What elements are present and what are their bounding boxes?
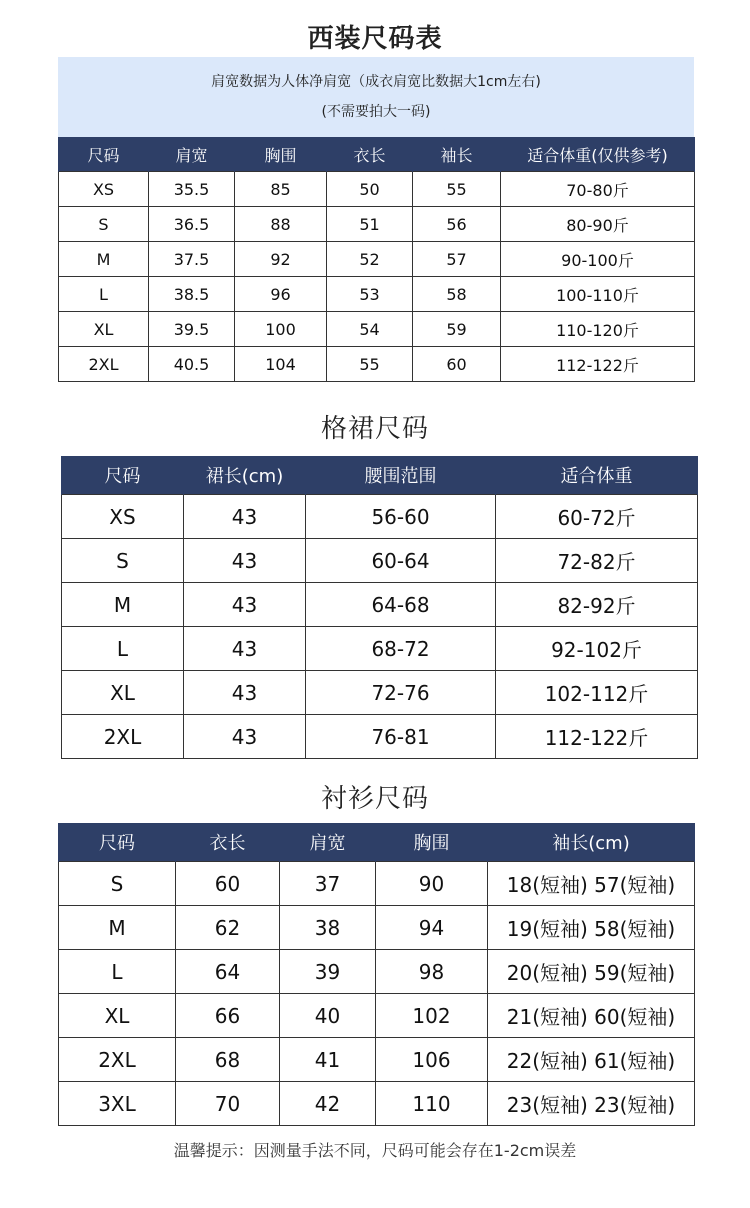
skirt-table-cell: 112-122斤: [496, 715, 698, 759]
suit-table-cell: 40.5: [149, 347, 235, 382]
shirt-table-cell: 94: [376, 906, 488, 950]
shirt-header-cell: 衣长: [176, 823, 280, 862]
suit-table-cell: 55: [413, 172, 501, 207]
suit-table-cell: 55: [327, 347, 413, 382]
table-row: [59, 277, 695, 312]
suit-table-cell: M: [59, 242, 149, 277]
suit-size-table: [58, 137, 695, 382]
skirt-table-cell: 76-81: [306, 715, 496, 759]
table-row: [59, 1082, 695, 1126]
skirt-header-cell: 腰围范围: [306, 456, 496, 495]
skirt-header-row: [62, 456, 698, 495]
table-row: [59, 906, 695, 950]
suit-table-cell: 53: [327, 277, 413, 312]
shirt-table-cell: 102: [376, 994, 488, 1038]
skirt-table-cell: 43: [184, 627, 306, 671]
shirt-table-cell: 2XL: [59, 1038, 176, 1082]
suit-size-title: 西装尺码表: [307, 24, 443, 54]
shirt-table-cell: 106: [376, 1038, 488, 1082]
shirt-header-cell: 胸围: [376, 823, 488, 862]
skirt-header-cell: 尺码: [62, 456, 184, 495]
shirt-table-cell: 90: [376, 862, 488, 906]
table-row: [62, 627, 698, 671]
skirt-table-cell: 64-68: [306, 583, 496, 627]
suit-note-box: [58, 57, 694, 137]
table-row: [62, 671, 698, 715]
shirt-table-cell: 62: [176, 906, 280, 950]
skirt-table-cell: XL: [62, 671, 184, 715]
shirt-table-cell: 20(短袖) 59(短袖): [488, 950, 695, 994]
shirt-table-cell: L: [59, 950, 176, 994]
suit-table-cell: 85: [235, 172, 327, 207]
suit-header-cell: 袖长: [413, 137, 501, 172]
skirt-table-cell: 43: [184, 583, 306, 627]
shirt-table-cell: 37: [280, 862, 376, 906]
skirt-table-cell: 68-72: [306, 627, 496, 671]
shirt-table-cell: 41: [280, 1038, 376, 1082]
shirt-table-cell: 18(短袖) 57(短袖): [488, 862, 695, 906]
shirt-table-cell: 70: [176, 1082, 280, 1126]
shirt-table-cell: S: [59, 862, 176, 906]
suit-table-cell: 112-122斤: [501, 347, 695, 382]
shirt-table-cell: 22(短袖) 61(短袖): [488, 1038, 695, 1082]
skirt-table-cell: S: [62, 539, 184, 583]
suit-header-cell: 胸围: [235, 137, 327, 172]
shirt-table-cell: 66: [176, 994, 280, 1038]
suit-note-line-1: 肩宽数据为人体净肩宽（成衣肩宽比数据大1cm左右): [211, 74, 541, 90]
shirt-size-title: 衬衫尺码: [320, 784, 429, 814]
suit-table-cell: 37.5: [149, 242, 235, 277]
suit-table-cell: 54: [327, 312, 413, 347]
suit-table-cell: 38.5: [149, 277, 235, 312]
shirt-table-body: [59, 862, 695, 1126]
suit-table-cell: 57: [413, 242, 501, 277]
suit-table-body: [59, 172, 695, 382]
shirt-table-cell: XL: [59, 994, 176, 1038]
suit-table-cell: 52: [327, 242, 413, 277]
suit-table-cell: 58: [413, 277, 501, 312]
skirt-table-cell: 43: [184, 671, 306, 715]
table-row: [62, 539, 698, 583]
suit-table-cell: XS: [59, 172, 149, 207]
suit-table-cell: 100-110斤: [501, 277, 695, 312]
suit-table-cell: 110-120斤: [501, 312, 695, 347]
suit-table-cell: 96: [235, 277, 327, 312]
suit-table-cell: 36.5: [149, 207, 235, 242]
skirt-table-cell: M: [62, 583, 184, 627]
suit-table-cell: 88: [235, 207, 327, 242]
suit-header-cell: 衣长: [327, 137, 413, 172]
skirt-header-cell: 适合体重: [496, 456, 698, 495]
shirt-table-cell: 64: [176, 950, 280, 994]
shirt-table-cell: 3XL: [59, 1082, 176, 1126]
skirt-table-cell: L: [62, 627, 184, 671]
suit-header-cell: 适合体重(仅供参考): [501, 137, 695, 172]
table-row: [59, 172, 695, 207]
suit-table-cell: S: [59, 207, 149, 242]
skirt-table-cell: 43: [184, 539, 306, 583]
table-row: [59, 1038, 695, 1082]
skirt-table-cell: 43: [184, 715, 306, 759]
shirt-header-cell: 袖长(cm): [488, 823, 695, 862]
skirt-table-cell: 92-102斤: [496, 627, 698, 671]
suit-table-cell: 90-100斤: [501, 242, 695, 277]
skirt-table-cell: 60-64: [306, 539, 496, 583]
suit-table-cell: 39.5: [149, 312, 235, 347]
suit-header-cell: 尺码: [59, 137, 149, 172]
skirt-table-cell: 60-72斤: [496, 495, 698, 539]
suit-table-cell: 56: [413, 207, 501, 242]
shirt-table-cell: 42: [280, 1082, 376, 1126]
table-row: [59, 994, 695, 1038]
shirt-header-cell: 尺码: [59, 823, 176, 862]
suit-table-cell: 2XL: [59, 347, 149, 382]
skirt-table-cell: 72-76: [306, 671, 496, 715]
shirt-size-table: [58, 823, 695, 1126]
skirt-table-body: [62, 495, 698, 759]
suit-table-cell: 92: [235, 242, 327, 277]
skirt-table-cell: 56-60: [306, 495, 496, 539]
shirt-table-cell: 40: [280, 994, 376, 1038]
suit-table-cell: 51: [327, 207, 413, 242]
measurement-tip: 温馨提示：因测量手法不同，尺码可能会存在1-2cm误差: [173, 1141, 577, 1160]
suit-table-cell: XL: [59, 312, 149, 347]
skirt-table-cell: XS: [62, 495, 184, 539]
skirt-table-cell: 72-82斤: [496, 539, 698, 583]
shirt-table-cell: 21(短袖) 60(短袖): [488, 994, 695, 1038]
table-row: [59, 862, 695, 906]
shirt-table-cell: 23(短袖) 23(短袖): [488, 1082, 695, 1126]
suit-table-cell: 35.5: [149, 172, 235, 207]
shirt-table-cell: M: [59, 906, 176, 950]
shirt-table-cell: 38: [280, 906, 376, 950]
shirt-table-cell: 98: [376, 950, 488, 994]
suit-table-cell: 59: [413, 312, 501, 347]
table-row: [59, 312, 695, 347]
table-row: [62, 495, 698, 539]
suit-table-cell: 70-80斤: [501, 172, 695, 207]
table-row: [59, 207, 695, 242]
table-row: [62, 583, 698, 627]
table-row: [59, 242, 695, 277]
table-row: [62, 715, 698, 759]
skirt-table-cell: 102-112斤: [496, 671, 698, 715]
shirt-header-row: [59, 823, 695, 862]
table-row: [59, 950, 695, 994]
skirt-size-table: [61, 456, 698, 759]
skirt-table-cell: 43: [184, 495, 306, 539]
suit-header-cell: 肩宽: [149, 137, 235, 172]
table-row: [59, 347, 695, 382]
skirt-header-cell: 裙长(cm): [184, 456, 306, 495]
shirt-table-cell: 68: [176, 1038, 280, 1082]
suit-header-row: [59, 137, 695, 172]
suit-table-cell: 60: [413, 347, 501, 382]
skirt-table-cell: 2XL: [62, 715, 184, 759]
shirt-header-cell: 肩宽: [280, 823, 376, 862]
suit-table-cell: 80-90斤: [501, 207, 695, 242]
skirt-table-cell: 82-92斤: [496, 583, 698, 627]
shirt-table-cell: 60: [176, 862, 280, 906]
suit-table-cell: 100: [235, 312, 327, 347]
suit-table-cell: 104: [235, 347, 327, 382]
suit-table-cell: 50: [327, 172, 413, 207]
suit-table-cell: L: [59, 277, 149, 312]
suit-note-line-2: (不需要拍大一码): [321, 104, 431, 120]
shirt-table-cell: 110: [376, 1082, 488, 1126]
skirt-size-title: 格裙尺码: [320, 414, 429, 444]
shirt-table-cell: 19(短袖) 58(短袖): [488, 906, 695, 950]
shirt-table-cell: 39: [280, 950, 376, 994]
